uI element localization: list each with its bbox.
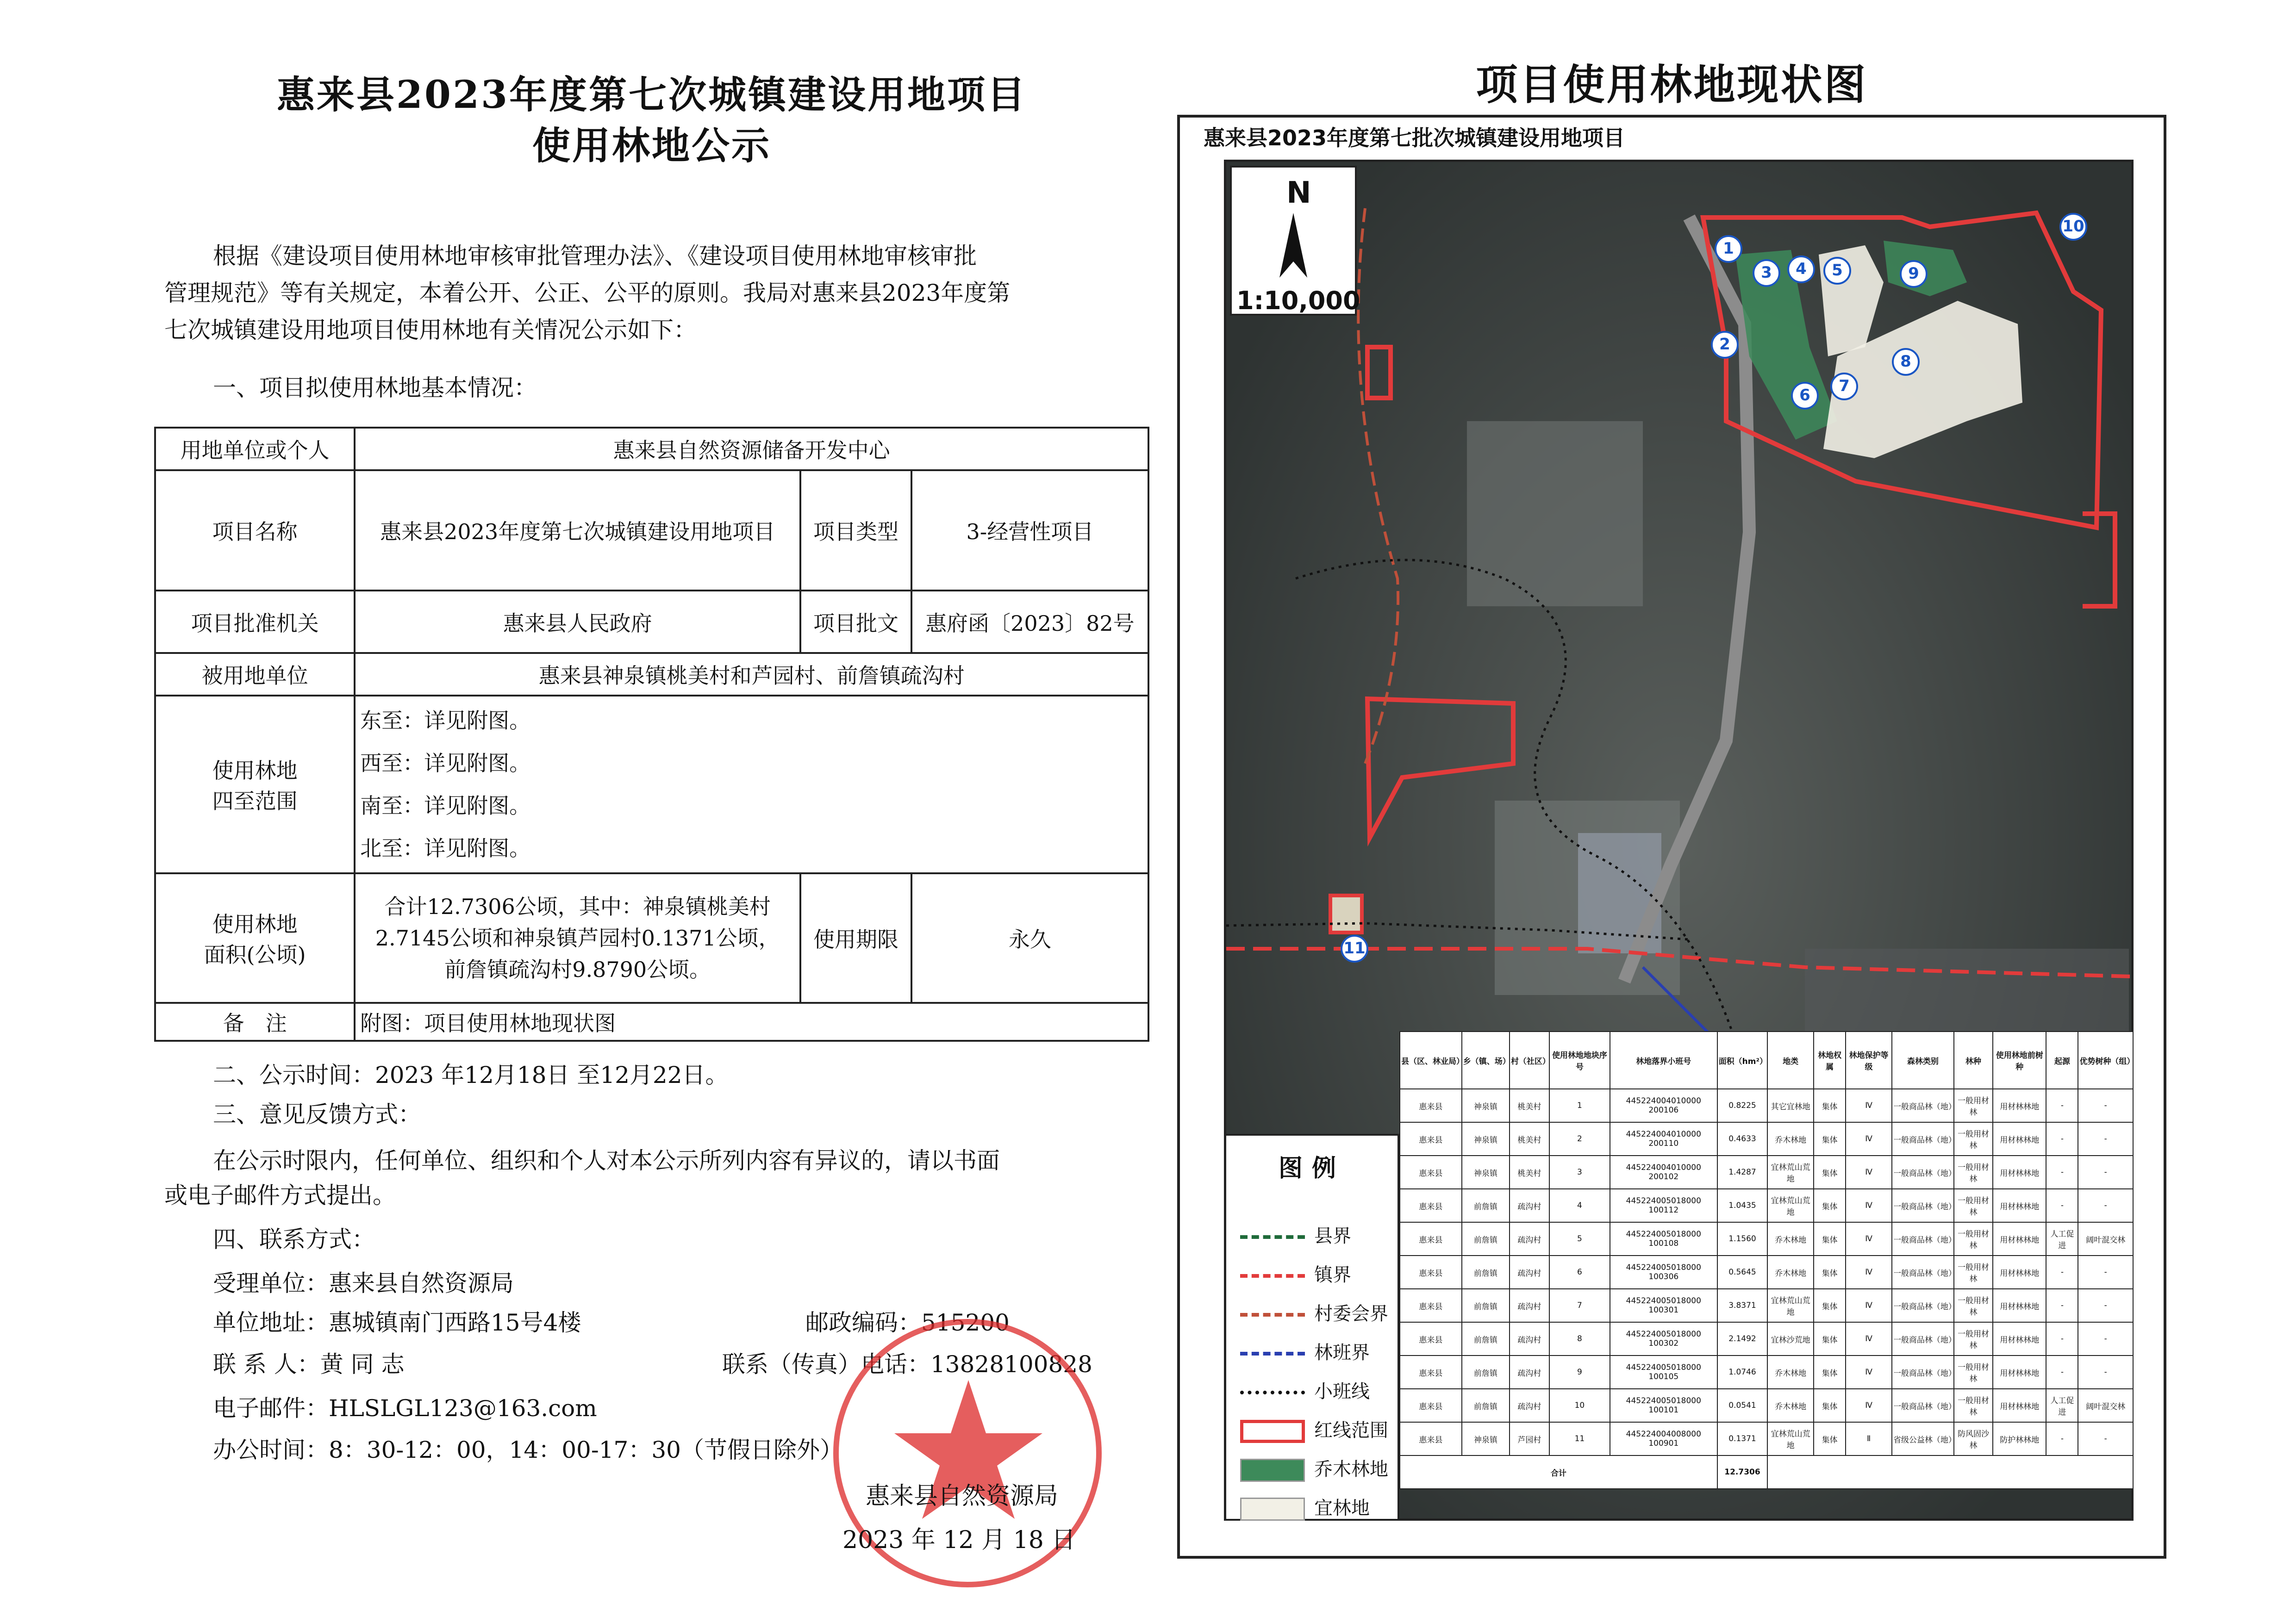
parcel-label: 9 <box>1908 264 1919 283</box>
section3: 三、意见反馈方式： <box>213 1101 421 1128</box>
table-cell: - <box>2046 1356 2078 1389</box>
legend-label: 镇界 <box>1314 1264 1351 1286</box>
parcel-label: 6 <box>1799 386 1810 404</box>
table-cell: 一般商品林（地） <box>1892 1256 1954 1289</box>
table-cell: - <box>2078 1256 2133 1289</box>
table-cell: 一般用材林 <box>1954 1356 1993 1389</box>
table-row <box>1400 1322 2133 1356</box>
table-cell: 445224004010000 200110 <box>1610 1122 1717 1156</box>
legend-label: 宜林地 <box>1314 1498 1370 1519</box>
table-cell: 阔叶混交林 <box>2078 1389 2133 1422</box>
legend-label: 小班线 <box>1314 1381 1370 1402</box>
postcode: 邮政编码：515200 <box>805 1309 1010 1336</box>
table-cell: 阔叶混交林 <box>2078 1222 2133 1256</box>
period-value: 永久 <box>911 873 1148 1003</box>
address: 单位地址：惠城镇南门西路15号4楼 <box>213 1309 581 1336</box>
table-cell: 5 <box>1549 1222 1610 1256</box>
project-name-label: 项目名称 <box>155 470 355 591</box>
table-cell: 一般用材林 <box>1954 1256 1993 1289</box>
legend-swatch <box>1240 1498 1305 1521</box>
table-cell: 一般用材林 <box>1954 1156 1993 1189</box>
legend-item <box>1240 1377 1370 1403</box>
legend-item <box>1240 1338 1370 1364</box>
table-cell: 惠来县 <box>1400 1089 1462 1122</box>
table-cell: 一般商品林（地） <box>1892 1389 1954 1422</box>
boundary-values <box>355 696 1148 873</box>
legend-swatch <box>1240 1235 1305 1239</box>
table-cell: 3 <box>1549 1156 1610 1189</box>
table-cell: 1.0435 <box>1717 1189 1768 1222</box>
scale-label: 1:10,000 <box>1236 286 1360 315</box>
parcel-label: 3 <box>1761 263 1772 282</box>
project-type-label: 项目类型 <box>800 470 911 591</box>
table-cell: 2 <box>1549 1122 1610 1156</box>
table-header-cell: 面积（hm²） <box>1717 1032 1768 1089</box>
table-cell: 集体 <box>1814 1356 1846 1389</box>
area-value-1: 合计12.7306公顷，其中：神泉镇桃美村 <box>384 894 771 919</box>
table-cell: Ⅳ <box>1846 1122 1892 1156</box>
table-cell: 0.1371 <box>1717 1422 1768 1455</box>
table-cell: 前詹镇 <box>1462 1389 1510 1422</box>
table-cell: - <box>2078 1422 2133 1455</box>
table-cell: 芦园村 <box>1510 1422 1549 1455</box>
table-cell: Ⅳ <box>1846 1089 1892 1122</box>
table-header-cell: 森林类别 <box>1892 1032 1954 1089</box>
table-cell: 前詹镇 <box>1462 1356 1510 1389</box>
parcel-label: 4 <box>1796 260 1807 278</box>
table-cell: - <box>2046 1089 2078 1122</box>
table-cell: Ⅳ <box>1846 1156 1892 1189</box>
total-value: 12.7306 <box>1717 1455 1768 1489</box>
table-cell: 前詹镇 <box>1462 1256 1510 1289</box>
table-cell: 惠来县 <box>1400 1322 1462 1356</box>
table-cell: 4 <box>1549 1189 1610 1222</box>
area-label <box>155 873 355 1003</box>
table-cell: 0.8225 <box>1717 1089 1768 1122</box>
table-cell: 一般用材林 <box>1954 1122 1993 1156</box>
table-row <box>1400 1189 2133 1222</box>
table-cell: 11 <box>1549 1422 1610 1455</box>
table-cell: 一般用材林 <box>1954 1222 1993 1256</box>
table-cell: 用材林林地 <box>1993 1389 2046 1422</box>
boundary-east: 东至：详见附图。 <box>360 708 531 733</box>
table-header-cell: 林种 <box>1954 1032 1993 1089</box>
legend-swatch <box>1240 1274 1305 1278</box>
table-cell: 一般商品林（地） <box>1892 1356 1954 1389</box>
legend-item <box>1240 1493 1370 1521</box>
notice-title-line2: 使用林地公示 <box>532 124 771 168</box>
table-cell: 防护林林地 <box>1993 1422 2046 1455</box>
table-cell: 惠来县 <box>1400 1289 1462 1322</box>
legend-label: 村委会界 <box>1314 1303 1388 1325</box>
table-cell: Ⅳ <box>1846 1389 1892 1422</box>
table-row <box>1400 1389 2133 1422</box>
table-cell: 用材林林地 <box>1993 1089 2046 1122</box>
legend-label: 县界 <box>1314 1225 1351 1247</box>
area-value <box>355 873 800 1003</box>
table-cell: 乔木林地 <box>1767 1389 1814 1422</box>
table-cell: 1.1560 <box>1717 1222 1768 1256</box>
table-cell: 乔木林地 <box>1767 1122 1814 1156</box>
boundary-label <box>155 696 355 873</box>
land-unit-value: 惠来县神泉镇桃美村和芦园村、前詹镇疏沟村 <box>355 653 1148 696</box>
table-cell: 集体 <box>1814 1189 1846 1222</box>
boundary-north: 北至：详见附图。 <box>360 836 531 861</box>
table-cell: 惠来县 <box>1400 1389 1462 1422</box>
table-cell: 445224005018000 100112 <box>1610 1189 1717 1222</box>
table-cell: 宜林荒山荒地 <box>1767 1189 1814 1222</box>
approval-org-label: 项目批准机关 <box>155 591 355 653</box>
table-cell: 惠来县 <box>1400 1422 1462 1455</box>
boundary-label-2: 四至范围 <box>212 789 298 814</box>
area-value-2: 2.7145公顷和神泉镇芦园村0.1371公顷， <box>375 926 780 951</box>
table-cell: 乔木林地 <box>1767 1222 1814 1256</box>
project-info-table <box>154 427 1149 1042</box>
table-cell: - <box>2078 1322 2133 1356</box>
table-cell: 集体 <box>1814 1322 1846 1356</box>
table-cell: 一般用材林 <box>1954 1289 1993 1322</box>
legend-swatch <box>1240 1459 1305 1482</box>
table-cell: 宜林沙荒地 <box>1767 1322 1814 1356</box>
applicant-label: 用地单位或个人 <box>155 428 355 470</box>
table-cell: 445224004010000 200106 <box>1610 1089 1717 1122</box>
parcel-label: 10 <box>2062 217 2084 236</box>
table-cell: - <box>2078 1089 2133 1122</box>
table-cell: 桃美村 <box>1510 1156 1549 1189</box>
table-cell: 疏沟村 <box>1510 1389 1549 1422</box>
applicant-value: 惠来县自然资源储备开发中心 <box>355 428 1148 470</box>
table-cell: 6 <box>1549 1256 1610 1289</box>
intro-line3: 七次城镇建设用地项目使用林地有关情况公示如下： <box>164 317 697 343</box>
table-cell: 防风固沙林 <box>1954 1422 1993 1455</box>
contact: 联 系 人：黄 同 志 <box>213 1351 405 1378</box>
table-cell: Ⅳ <box>1846 1222 1892 1256</box>
table-header-cell: 林地落界小班号 <box>1610 1032 1717 1089</box>
land-unit-label: 被用地单位 <box>155 653 355 696</box>
map-subtitle: 惠来县2023年度第七批次城镇建设用地项目 <box>1204 125 1625 150</box>
table-cell: 0.4633 <box>1717 1122 1768 1156</box>
section2: 二、公示时间：2023 年12月18日 至12月22日。 <box>213 1062 729 1088</box>
table-cell: 一般用材林 <box>1954 1189 1993 1222</box>
table-cell: 前詹镇 <box>1462 1222 1510 1256</box>
approval-doc-value: 惠府函〔2023〕82号 <box>911 591 1148 653</box>
table-cell: - <box>2046 1289 2078 1322</box>
table-cell: 1.4287 <box>1717 1156 1768 1189</box>
table-cell: 445224005018000 100101 <box>1610 1389 1717 1422</box>
legend-swatch <box>1240 1313 1305 1317</box>
table-cell: 疏沟村 <box>1510 1222 1549 1256</box>
area-value-3: 前詹镇疏沟村9.8790公顷。 <box>444 957 711 982</box>
table-cell: 神泉镇 <box>1462 1089 1510 1122</box>
table-cell: 桃美村 <box>1510 1089 1549 1122</box>
table-cell: 3.8371 <box>1717 1289 1768 1322</box>
table-cell: Ⅱ <box>1846 1422 1892 1455</box>
table-cell: 集体 <box>1814 1089 1846 1122</box>
intro-line2: 管理规范》等有关规定，本着公开、公正、公平的原则。我局对惠来县2023年度第 <box>164 280 1011 306</box>
table-cell: 445224005018000 100105 <box>1610 1356 1717 1389</box>
north-label: N <box>1286 176 1311 210</box>
table-cell: 人工促进 <box>2046 1222 2078 1256</box>
receiver: 受理单位：惠来县自然资源局 <box>213 1270 514 1297</box>
table-cell: 神泉镇 <box>1462 1122 1510 1156</box>
table-cell: 用材林林地 <box>1993 1156 2046 1189</box>
table-cell: 集体 <box>1814 1222 1846 1256</box>
table-cell: 宜林荒山荒地 <box>1767 1422 1814 1455</box>
table-cell: 省级公益林（地） <box>1892 1422 1954 1455</box>
table-cell: 一般商品林（地） <box>1892 1122 1954 1156</box>
email: 电子邮件：HLSLGL123@163.com <box>213 1395 597 1422</box>
table-row <box>1400 1422 2133 1455</box>
table-cell: 疏沟村 <box>1510 1322 1549 1356</box>
table-cell: 用材林林地 <box>1993 1222 2046 1256</box>
table-header-cell: 地类 <box>1767 1032 1814 1089</box>
parcel-attribute-table <box>1399 1031 2134 1489</box>
table-cell: 用材林林地 <box>1993 1322 2046 1356</box>
table-header-cell: 乡（镇、场） <box>1462 1032 1510 1089</box>
intro-line1: 根据《建设项目使用林地审核审批管理办法》、《建设项目使用林地审核审批 <box>213 243 977 269</box>
parcel-label: 11 <box>1343 939 1366 958</box>
table-cell: 445224005018000 100301 <box>1610 1289 1717 1322</box>
table-cell: 惠来县 <box>1400 1189 1462 1222</box>
table-row <box>1400 1222 2133 1256</box>
table-cell: 惠来县 <box>1400 1122 1462 1156</box>
table-cell: 集体 <box>1814 1256 1846 1289</box>
phone: 联系（传真）电话：13828100828 <box>722 1351 1092 1378</box>
table-cell: 惠来县 <box>1400 1256 1462 1289</box>
table-cell: - <box>2078 1356 2133 1389</box>
table-header-cell: 使用林地前树种 <box>1993 1032 2046 1089</box>
table-cell: 一般商品林（地） <box>1892 1189 1954 1222</box>
hours: 办公时间：8：30-12：00，14：00-17：30（节假日除外） <box>213 1436 843 1463</box>
table-cell: 神泉镇 <box>1462 1422 1510 1455</box>
table-cell: 桃美村 <box>1510 1122 1549 1156</box>
table-cell: 0.0541 <box>1717 1389 1768 1422</box>
legend-swatch <box>1240 1352 1305 1356</box>
table-cell: 集体 <box>1814 1289 1846 1322</box>
table-header-cell: 优势树种（组） <box>2078 1032 2133 1089</box>
sign-date: 2023 年 12 月 18 日 <box>842 1526 1076 1554</box>
legend-swatch <box>1240 1420 1305 1443</box>
table-cell: 宜林荒山荒地 <box>1767 1156 1814 1189</box>
parcel-label: 8 <box>1900 352 1911 371</box>
table-cell: 用材林林地 <box>1993 1289 2046 1322</box>
map-title: 项目使用林地现状图 <box>1476 60 1868 109</box>
table-cell: 乔木林地 <box>1767 1356 1814 1389</box>
feedback-line1: 在公示时限内，任何单位、组织和个人对本公示所列内容有异议的，请以书面 <box>213 1147 1000 1174</box>
table-row <box>1400 1356 2133 1389</box>
table-cell: 一般商品林（地） <box>1892 1322 1954 1356</box>
legend-label: 乔木林地 <box>1314 1459 1388 1480</box>
table-cell: 用材林林地 <box>1993 1356 2046 1389</box>
table-header-cell: 林地权属 <box>1814 1032 1846 1089</box>
legend-item <box>1240 1416 1388 1443</box>
table-cell: 疏沟村 <box>1510 1256 1549 1289</box>
approval-org-value: 惠来县人民政府 <box>355 591 800 653</box>
table-cell: 其它宜林地 <box>1767 1089 1814 1122</box>
table-cell: 用材林林地 <box>1993 1256 2046 1289</box>
boundary-west: 西至：详见附图。 <box>360 751 531 776</box>
boundary-south: 南至：详见附图。 <box>360 793 531 818</box>
table-cell: 人工促进 <box>2046 1389 2078 1422</box>
legend-item <box>1240 1260 1351 1287</box>
table-cell: 一般商品林（地） <box>1892 1222 1954 1256</box>
table-header-cell: 林地保护等级 <box>1846 1032 1892 1089</box>
period-label: 使用期限 <box>800 873 911 1003</box>
table-cell: 一般商品林（地） <box>1892 1089 1954 1122</box>
table-cell: - <box>2078 1122 2133 1156</box>
remark-value: 附图：项目使用林地现状图 <box>355 1003 1148 1041</box>
table-cell: 惠来县 <box>1400 1356 1462 1389</box>
table-cell: 7 <box>1549 1289 1610 1322</box>
table-cell: 集体 <box>1814 1156 1846 1189</box>
table-cell: 疏沟村 <box>1510 1356 1549 1389</box>
area-label-1: 使用林地 <box>212 912 298 937</box>
table-cell: - <box>2078 1189 2133 1222</box>
table-cell: 前詹镇 <box>1462 1322 1510 1356</box>
table-header-cell: 起源 <box>2046 1032 2078 1089</box>
legend-item <box>1240 1221 1351 1248</box>
table-header-cell: 村（社区） <box>1510 1032 1549 1089</box>
table-cell: 疏沟村 <box>1510 1289 1549 1322</box>
area-label-2: 面积(公顷) <box>204 942 306 967</box>
table-cell: 一般商品林（地） <box>1892 1289 1954 1322</box>
section4: 四、联系方式： <box>213 1226 375 1253</box>
table-cell: Ⅳ <box>1846 1322 1892 1356</box>
approval-doc-label: 项目批文 <box>800 591 911 653</box>
table-cell: 8 <box>1549 1322 1610 1356</box>
boundary-label-1: 使用林地 <box>212 758 298 783</box>
table-cell: 集体 <box>1814 1422 1846 1455</box>
table-cell: 10 <box>1549 1389 1610 1422</box>
table-cell: - <box>2046 1156 2078 1189</box>
table-cell: 惠来县 <box>1400 1222 1462 1256</box>
project-name-value: 惠来县2023年度第七次城镇建设用地项目 <box>355 470 800 591</box>
table-cell: 前詹镇 <box>1462 1189 1510 1222</box>
legend-item <box>1240 1299 1388 1325</box>
table-cell: - <box>2046 1256 2078 1289</box>
table-row <box>1400 1156 2133 1189</box>
table-cell: 一般用材林 <box>1954 1389 1993 1422</box>
table-cell: 一般商品林（地） <box>1892 1156 1954 1189</box>
table-cell: 一般用材林 <box>1954 1322 1993 1356</box>
table-cell: 1.0746 <box>1717 1356 1768 1389</box>
table-cell: 疏沟村 <box>1510 1189 1549 1222</box>
table-cell: - <box>2078 1156 2133 1189</box>
map-legend <box>1224 1134 1399 1521</box>
legend-item <box>1240 1455 1388 1482</box>
table-row <box>1400 1122 2133 1156</box>
table-cell: 445224005018000 100306 <box>1610 1256 1717 1289</box>
parcel-label: 1 <box>1723 239 1734 258</box>
table-cell: 用材林林地 <box>1993 1189 2046 1222</box>
table-header-cell: 使用林地地块序号 <box>1549 1032 1610 1089</box>
table-cell: 神泉镇 <box>1462 1156 1510 1189</box>
table-cell: 9 <box>1549 1356 1610 1389</box>
table-cell: 宜林荒山荒地 <box>1767 1289 1814 1322</box>
table-cell: 集体 <box>1814 1122 1846 1156</box>
signer: 惠来县自然资源局 <box>866 1482 1059 1510</box>
parcel-label: 7 <box>1839 377 1850 395</box>
table-cell: Ⅳ <box>1846 1256 1892 1289</box>
table-cell: - <box>2046 1189 2078 1222</box>
remark-label: 备 注 <box>155 1003 355 1041</box>
table-cell: 用材林林地 <box>1993 1122 2046 1156</box>
feedback-line2: 或电子邮件方式提出。 <box>164 1182 396 1209</box>
table-cell: Ⅳ <box>1846 1189 1892 1222</box>
table-row <box>1400 1256 2133 1289</box>
legend-title: 图例 <box>1278 1154 1345 1182</box>
parcel-label: 5 <box>1832 261 1843 280</box>
legend-label: 红线范围 <box>1314 1420 1388 1441</box>
total-empty <box>1767 1455 2133 1489</box>
table-cell: - <box>2078 1289 2133 1322</box>
table-cell: 前詹镇 <box>1462 1289 1510 1322</box>
section1-heading: 一、项目拟使用林地基本情况： <box>213 374 537 401</box>
table-cell: 1 <box>1549 1089 1610 1122</box>
table-cell: 445224005018000 100302 <box>1610 1322 1717 1356</box>
table-cell: - <box>2046 1422 2078 1455</box>
legend-label: 林班界 <box>1314 1342 1370 1363</box>
table-header-cell: 县（区、林业局） <box>1400 1032 1462 1089</box>
table-cell: 0.5645 <box>1717 1256 1768 1289</box>
project-type-value: 3-经营性项目 <box>911 470 1148 591</box>
table-cell: 惠来县 <box>1400 1156 1462 1189</box>
table-cell: 445224005018000 100108 <box>1610 1222 1717 1256</box>
table-cell: Ⅳ <box>1846 1356 1892 1389</box>
table-cell: - <box>2046 1122 2078 1156</box>
table-cell: Ⅳ <box>1846 1289 1892 1322</box>
table-cell: 一般用材林 <box>1954 1089 1993 1122</box>
table-cell: - <box>2046 1322 2078 1356</box>
legend-swatch <box>1240 1391 1305 1394</box>
table-cell: 集体 <box>1814 1389 1846 1422</box>
table-cell: 2.1492 <box>1717 1322 1768 1356</box>
notice-title-line1: 惠来县2023年度第七次城镇建设用地项目 <box>276 73 1027 117</box>
total-label: 合计 <box>1400 1455 1717 1489</box>
table-cell: 445224004010000 200102 <box>1610 1156 1717 1189</box>
table-row <box>1400 1289 2133 1322</box>
parcel-label: 2 <box>1719 335 1730 354</box>
table-row <box>1400 1089 2133 1122</box>
table-cell: 乔木林地 <box>1767 1256 1814 1289</box>
table-cell: 445224004008000 100901 <box>1610 1422 1717 1455</box>
table-total-row <box>1400 1455 2133 1489</box>
